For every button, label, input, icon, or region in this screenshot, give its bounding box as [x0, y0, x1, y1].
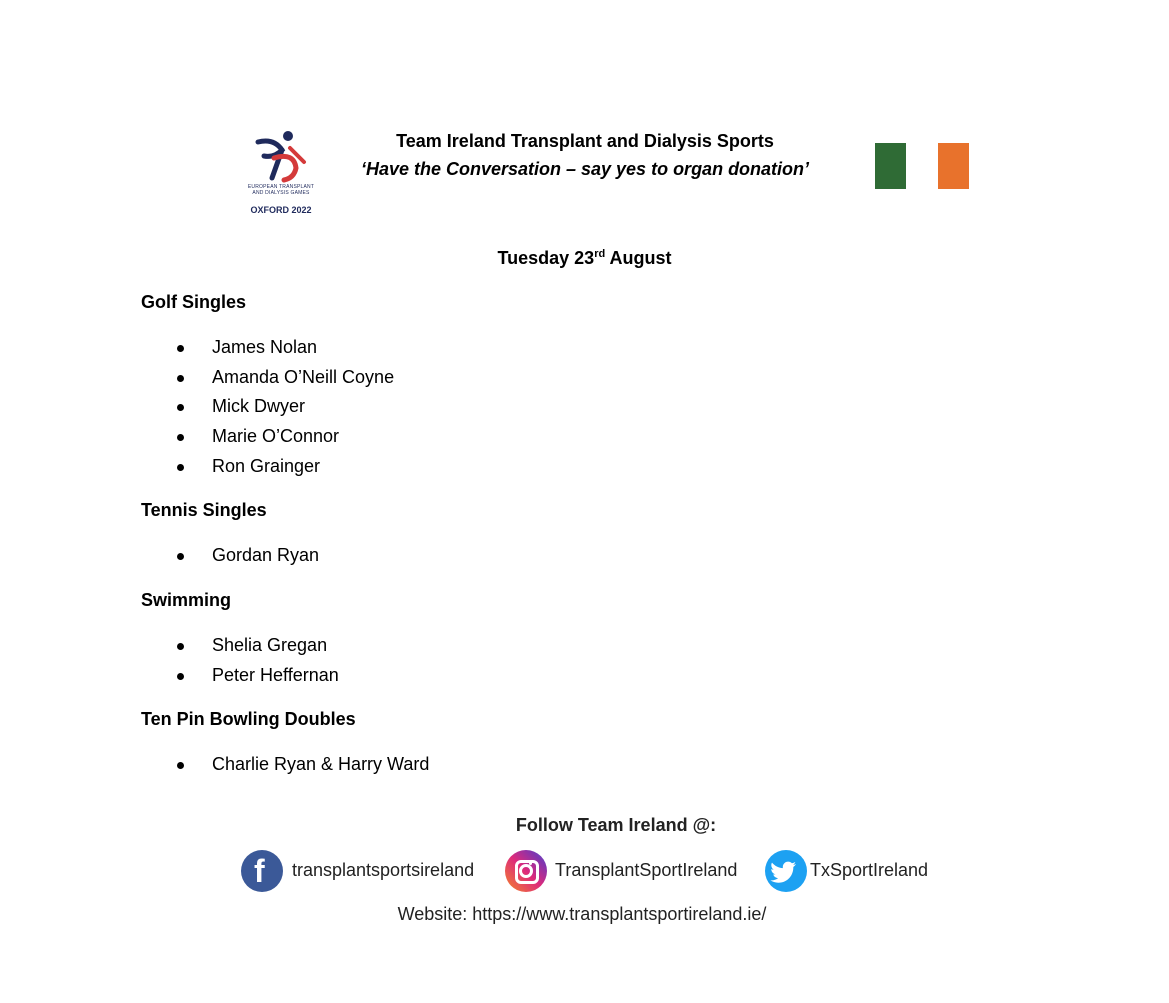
- instagram-icon: [505, 850, 547, 892]
- follow-heading: Follow Team Ireland @:: [515, 815, 717, 835]
- bullet-icon: [177, 762, 184, 769]
- facebook-handle: transplantsportsireland: [292, 860, 475, 880]
- bullet-icon: [177, 464, 184, 471]
- page-title: Team Ireland Transplant and Dialysis Sports: [396, 131, 774, 151]
- twitter-handle: TxSportIreland: [810, 860, 929, 880]
- flag-stripe-orange: [938, 143, 969, 189]
- athlete-name: James Nolan: [212, 337, 318, 357]
- page-slogan: ‘Have the Conversation – say yes to organ donation’: [360, 159, 810, 179]
- athlete-figure-icon: [244, 128, 318, 186]
- logo-line-1: EUROPEAN TRANSPLANT: [247, 184, 315, 190]
- bullet-icon: [177, 643, 184, 650]
- instagram-handle: TransplantSportIreland: [555, 860, 738, 880]
- logo-year: OXFORD 2022: [250, 205, 312, 215]
- bullet-icon: [177, 553, 184, 560]
- event-title: Ten Pin Bowling Doubles: [141, 709, 356, 729]
- athlete-name: Mick Dwyer: [212, 396, 305, 416]
- facebook-icon: f: [241, 850, 283, 892]
- flag-stripe-white: [906, 143, 937, 189]
- athlete-name: Charlie Ryan & Harry Ward: [212, 754, 430, 774]
- date-month: August: [609, 248, 672, 268]
- athlete-name: Peter Heffernan: [212, 665, 339, 685]
- athlete-name: Shelia Gregan: [212, 635, 328, 655]
- twitter-icon: [765, 850, 807, 892]
- flag-stripe-green: [875, 143, 906, 189]
- event-title: Golf Singles: [141, 292, 247, 312]
- athlete-name: Marie O’Connor: [212, 426, 340, 446]
- bullet-icon: [177, 345, 184, 352]
- athlete-name: Gordan Ryan: [212, 545, 320, 565]
- logo-line-2: AND DIALYSIS GAMES: [252, 190, 310, 196]
- athlete-name: Amanda O’Neill Coyne: [212, 367, 395, 387]
- bullet-icon: [177, 434, 184, 441]
- games-logo: [238, 128, 324, 220]
- bullet-icon: [177, 375, 184, 382]
- logo-text: [238, 184, 324, 196]
- website-link[interactable]: Website: https://www.transplantsportireland.ie/: [397, 904, 767, 924]
- irish-flag-icon: [875, 143, 969, 189]
- event-date: [0, 248, 1169, 269]
- event-title: Swimming: [141, 590, 232, 610]
- bullet-icon: [177, 404, 184, 411]
- bullet-icon: [177, 673, 184, 680]
- event-title: Tennis Singles: [141, 500, 267, 520]
- date-ordinal: rd: [594, 248, 606, 260]
- athlete-name: Ron Grainger: [212, 456, 321, 476]
- date-day: Tuesday 23: [497, 248, 595, 268]
